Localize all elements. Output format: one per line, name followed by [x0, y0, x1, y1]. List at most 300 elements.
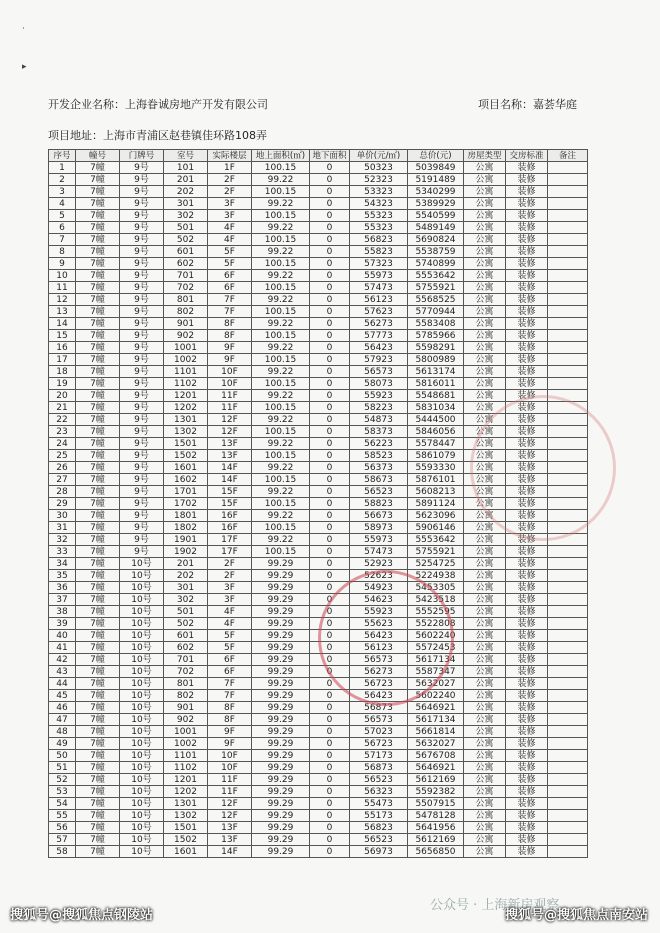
table-cell: 5608213	[408, 486, 464, 498]
table-cell: 100.15	[252, 354, 310, 366]
table-cell: 5831034	[408, 402, 464, 414]
table-cell: 9号	[120, 186, 164, 198]
table-cell	[548, 162, 588, 174]
table-cell: 0	[310, 594, 350, 606]
table-cell: 37	[49, 594, 76, 606]
table-cell: 56573	[350, 714, 408, 726]
table-cell: 5583408	[408, 318, 464, 330]
table-cell: 7幢	[76, 474, 120, 486]
table-cell: 装修	[506, 522, 548, 534]
table-cell: 202	[164, 570, 208, 582]
table-row	[49, 342, 588, 354]
table-cell: 5617134	[408, 654, 464, 666]
table-cell: 9号	[120, 210, 164, 222]
table-cell: 100.15	[252, 234, 310, 246]
table-cell: 56273	[350, 318, 408, 330]
table-cell: 58	[49, 846, 76, 858]
table-cell: 7幢	[76, 666, 120, 678]
table-cell: 1801	[164, 510, 208, 522]
table-cell: 5740899	[408, 258, 464, 270]
table-cell: 1601	[164, 462, 208, 474]
table-cell: 100.15	[252, 450, 310, 462]
table-cell: 301	[164, 198, 208, 210]
table-cell: 19	[49, 378, 76, 390]
table-cell: 1102	[164, 378, 208, 390]
table-cell: 99.22	[252, 174, 310, 186]
table-cell: 5623096	[408, 510, 464, 522]
table-cell: 5587347	[408, 666, 464, 678]
table-cell: 装修	[506, 810, 548, 822]
table-cell: 装修	[506, 678, 548, 690]
table-cell: 7幢	[76, 762, 120, 774]
table-cell: 0	[310, 378, 350, 390]
table-cell: 9号	[120, 222, 164, 234]
table-cell	[548, 798, 588, 810]
table-cell: 7幢	[76, 174, 120, 186]
table-cell: 装修	[506, 786, 548, 798]
table-cell: 1202	[164, 402, 208, 414]
table-cell: 9	[49, 258, 76, 270]
table-cell: 8F	[208, 714, 252, 726]
table-cell: 公寓	[464, 222, 506, 234]
table-cell: 100.15	[252, 186, 310, 198]
table-cell: 0	[310, 774, 350, 786]
table-cell: 7幢	[76, 582, 120, 594]
table-row	[49, 306, 588, 318]
table-cell: 0	[310, 234, 350, 246]
table-cell: 99.22	[252, 438, 310, 450]
table-cell: 公寓	[464, 402, 506, 414]
table-cell: 0	[310, 294, 350, 306]
table-cell: 7幢	[76, 822, 120, 834]
table-cell: 41	[49, 642, 76, 654]
table-cell: 0	[310, 426, 350, 438]
table-cell: 装修	[506, 186, 548, 198]
table-cell: 0	[310, 630, 350, 642]
table-cell: 公寓	[464, 306, 506, 318]
table-cell: 56523	[350, 486, 408, 498]
table-cell: 装修	[506, 342, 548, 354]
table-cell: 7幢	[76, 462, 120, 474]
table-row	[49, 702, 588, 714]
table-cell: 100.15	[252, 522, 310, 534]
table-cell: 50323	[350, 162, 408, 174]
table-cell: 7F	[208, 690, 252, 702]
table-cell: 0	[310, 258, 350, 270]
table-cell: 装修	[506, 162, 548, 174]
table-cell: 装修	[506, 294, 548, 306]
table-cell: 装修	[506, 750, 548, 762]
table-cell: 10F	[208, 762, 252, 774]
table-cell: 18	[49, 366, 76, 378]
table-cell: 7幢	[76, 306, 120, 318]
table-cell: 公寓	[464, 198, 506, 210]
table-cell	[548, 558, 588, 570]
table-cell: 36	[49, 582, 76, 594]
table-cell: 11F	[208, 774, 252, 786]
table-cell: 99.29	[252, 582, 310, 594]
table-cell: 10	[49, 270, 76, 282]
table-cell: 装修	[506, 366, 548, 378]
table-cell: 0	[310, 654, 350, 666]
table-cell: 公寓	[464, 738, 506, 750]
table-cell: 901	[164, 702, 208, 714]
table-cell: 1501	[164, 822, 208, 834]
table-cell: 602	[164, 642, 208, 654]
table-row	[49, 210, 588, 222]
table-row	[49, 606, 588, 618]
table-cell: 5632027	[408, 738, 464, 750]
table-cell: 公寓	[464, 654, 506, 666]
table-cell: 10号	[120, 714, 164, 726]
table-cell: 5592382	[408, 786, 464, 798]
table-cell: 9号	[120, 510, 164, 522]
table-cell: 9号	[120, 162, 164, 174]
table-cell: 54923	[350, 582, 408, 594]
table-cell: 52623	[350, 570, 408, 582]
table-cell: 9号	[120, 438, 164, 450]
table-cell: 装修	[506, 738, 548, 750]
table-cell: 801	[164, 678, 208, 690]
table-cell: 5656850	[408, 846, 464, 858]
table-cell: 1302	[164, 810, 208, 822]
table-cell: 28	[49, 486, 76, 498]
table-cell: 公寓	[464, 234, 506, 246]
table-cell: 0	[310, 618, 350, 630]
table-cell: 4F	[208, 618, 252, 630]
table-cell: 装修	[506, 570, 548, 582]
table-cell: 12F	[208, 426, 252, 438]
table-cell: 公寓	[464, 582, 506, 594]
table-cell	[548, 786, 588, 798]
table-cell: 20	[49, 390, 76, 402]
table-cell: 装修	[506, 714, 548, 726]
table-cell: 4F	[208, 606, 252, 618]
table-cell: 0	[310, 246, 350, 258]
table-cell: 5	[49, 210, 76, 222]
table-cell: 2F	[208, 558, 252, 570]
table-cell: 1301	[164, 798, 208, 810]
table-cell: 99.29	[252, 642, 310, 654]
table-cell: 99.29	[252, 714, 310, 726]
table-cell: 7幢	[76, 222, 120, 234]
table-cell: 56673	[350, 510, 408, 522]
table-cell: 23	[49, 426, 76, 438]
table-cell: 502	[164, 234, 208, 246]
column-header: 幢号	[76, 150, 120, 162]
table-cell: 702	[164, 282, 208, 294]
table-cell: 0	[310, 354, 350, 366]
table-cell: 55623	[350, 618, 408, 630]
table-cell	[548, 654, 588, 666]
table-cell: 9号	[120, 282, 164, 294]
table-cell: 10号	[120, 630, 164, 642]
table-cell: 12	[49, 294, 76, 306]
table-row	[49, 738, 588, 750]
table-cell: 装修	[506, 498, 548, 510]
table-cell	[548, 582, 588, 594]
table-cell: 99.29	[252, 738, 310, 750]
table-row	[49, 774, 588, 786]
column-header: 门牌号	[120, 150, 164, 162]
table-cell: 57473	[350, 546, 408, 558]
table-cell: 9号	[120, 366, 164, 378]
table-cell: 99.22	[252, 198, 310, 210]
table-cell: 10号	[120, 690, 164, 702]
table-row	[49, 822, 588, 834]
table-cell: 99.22	[252, 462, 310, 474]
table-cell: 5646921	[408, 702, 464, 714]
table-cell: 公寓	[464, 534, 506, 546]
table-cell: 5522808	[408, 618, 464, 630]
table-cell: 7幢	[76, 810, 120, 822]
table-cell: 9号	[120, 474, 164, 486]
table-row	[49, 222, 588, 234]
table-row	[49, 282, 588, 294]
table-cell: 7幢	[76, 618, 120, 630]
table-cell: 装修	[506, 594, 548, 606]
table-cell: 装修	[506, 690, 548, 702]
table-cell: 202	[164, 186, 208, 198]
table-cell: 公寓	[464, 450, 506, 462]
table-row	[49, 846, 588, 858]
table-cell: 公寓	[464, 810, 506, 822]
table-cell: 55473	[350, 798, 408, 810]
table-cell: 5039849	[408, 162, 464, 174]
table-cell: 9号	[120, 498, 164, 510]
table-cell: 100.15	[252, 498, 310, 510]
table-cell: 10号	[120, 786, 164, 798]
table-cell: 99.29	[252, 666, 310, 678]
table-cell: 5816011	[408, 378, 464, 390]
table-cell: 5389929	[408, 198, 464, 210]
table-cell: 56273	[350, 666, 408, 678]
table-cell: 12F	[208, 810, 252, 822]
table-cell	[548, 618, 588, 630]
table-cell: 9号	[120, 294, 164, 306]
table-cell: 14F	[208, 462, 252, 474]
table-cell: 99.29	[252, 750, 310, 762]
table-cell: 9号	[120, 450, 164, 462]
table-cell: 99.22	[252, 246, 310, 258]
table-cell: 58973	[350, 522, 408, 534]
table-cell: 0	[310, 666, 350, 678]
table-cell: 7幢	[76, 186, 120, 198]
table-cell: 9号	[120, 258, 164, 270]
table-cell: 公寓	[464, 522, 506, 534]
table-cell: 1901	[164, 534, 208, 546]
table-cell: 99.22	[252, 318, 310, 330]
table-cell: 9F	[208, 738, 252, 750]
table-row	[49, 582, 588, 594]
table-cell: 5507915	[408, 798, 464, 810]
table-cell: 5891124	[408, 498, 464, 510]
table-cell: 7幢	[76, 390, 120, 402]
table-cell: 1201	[164, 774, 208, 786]
table-cell: 11F	[208, 402, 252, 414]
table-cell: 0	[310, 330, 350, 342]
table-cell: 0	[310, 222, 350, 234]
table-cell: 装修	[506, 246, 548, 258]
table-cell: 56823	[350, 822, 408, 834]
table-row	[49, 270, 588, 282]
table-cell: 装修	[506, 822, 548, 834]
table-cell: 公寓	[464, 246, 506, 258]
table-cell: 10号	[120, 678, 164, 690]
table-cell: 0	[310, 726, 350, 738]
table-cell: 7幢	[76, 798, 120, 810]
table-cell: 10号	[120, 774, 164, 786]
table-cell: 802	[164, 690, 208, 702]
table-cell: 57023	[350, 726, 408, 738]
table-cell: 公寓	[464, 570, 506, 582]
table-cell: 7幢	[76, 738, 120, 750]
table-cell: 装修	[506, 798, 548, 810]
table-cell: 0	[310, 750, 350, 762]
table-cell: 10号	[120, 738, 164, 750]
table-cell: 装修	[506, 534, 548, 546]
column-header: 房屋类型	[464, 150, 506, 162]
table-cell: 5602240	[408, 630, 464, 642]
table-cell	[548, 186, 588, 198]
table-cell: 5661814	[408, 726, 464, 738]
table-cell: 0	[310, 582, 350, 594]
table-cell: 55923	[350, 606, 408, 618]
table-cell	[548, 702, 588, 714]
table-cell: 装修	[506, 450, 548, 462]
table-row	[49, 258, 588, 270]
table-cell: 装修	[506, 558, 548, 570]
table-cell: 装修	[506, 582, 548, 594]
table-cell: 公寓	[464, 510, 506, 522]
table-cell: 30	[49, 510, 76, 522]
table-cell: 55973	[350, 270, 408, 282]
table-cell	[548, 774, 588, 786]
table-cell: 0	[310, 810, 350, 822]
table-cell: 53323	[350, 186, 408, 198]
table-cell: 10号	[120, 726, 164, 738]
watermark-right: 搜狐号@搜狐焦点南安站	[504, 908, 648, 923]
table-cell: 58673	[350, 474, 408, 486]
table-cell: 公寓	[464, 426, 506, 438]
table-cell: 0	[310, 738, 350, 750]
table-cell: 7幢	[76, 354, 120, 366]
table-row	[49, 546, 588, 558]
table-cell	[548, 546, 588, 558]
table-cell: 0	[310, 546, 350, 558]
table-cell: 装修	[506, 606, 548, 618]
table-cell: 302	[164, 594, 208, 606]
table-cell: 57173	[350, 750, 408, 762]
table-cell: 42	[49, 654, 76, 666]
table-cell	[548, 690, 588, 702]
table-cell: 7幢	[76, 690, 120, 702]
table-cell: 22	[49, 414, 76, 426]
table-row	[49, 378, 588, 390]
table-cell: 10号	[120, 558, 164, 570]
table-cell: 99.29	[252, 762, 310, 774]
table-cell: 32	[49, 534, 76, 546]
table-cell: 0	[310, 714, 350, 726]
table-cell: 0	[310, 702, 350, 714]
table-cell: 55323	[350, 222, 408, 234]
table-cell: 56	[49, 822, 76, 834]
table-cell: 装修	[506, 846, 548, 858]
table-cell: 5538759	[408, 246, 464, 258]
table-cell: 99.22	[252, 366, 310, 378]
table-cell: 49	[49, 738, 76, 750]
table-cell: 56423	[350, 690, 408, 702]
table-cell: 3F	[208, 210, 252, 222]
table-cell: 装修	[506, 630, 548, 642]
table-cell: 装修	[506, 486, 548, 498]
table-cell: 701	[164, 654, 208, 666]
table-cell: 5846056	[408, 426, 464, 438]
table-cell: 7幢	[76, 426, 120, 438]
table-cell: 装修	[506, 330, 548, 342]
table-cell	[548, 570, 588, 582]
table-cell: 9号	[120, 234, 164, 246]
table-cell: 0	[310, 450, 350, 462]
table-cell: 1202	[164, 786, 208, 798]
table-row	[49, 534, 588, 546]
table-cell	[548, 282, 588, 294]
table-cell: 99.29	[252, 834, 310, 846]
table-cell: 9号	[120, 354, 164, 366]
table-cell: 10号	[120, 834, 164, 846]
table-row	[49, 558, 588, 570]
table-cell: 99.29	[252, 558, 310, 570]
scan-mark: ▸	[22, 62, 27, 72]
table-cell: 9F	[208, 354, 252, 366]
table-cell	[548, 750, 588, 762]
column-header: 单价(元/㎡)	[350, 150, 408, 162]
table-cell: 装修	[506, 306, 548, 318]
table-cell	[548, 246, 588, 258]
table-row	[49, 294, 588, 306]
table-cell	[548, 822, 588, 834]
table-cell: 0	[310, 282, 350, 294]
table-cell: 装修	[506, 258, 548, 270]
table-cell: 7幢	[76, 594, 120, 606]
table-cell: 10号	[120, 822, 164, 834]
table-cell: 公寓	[464, 726, 506, 738]
table-cell: 52323	[350, 174, 408, 186]
table-cell: 9号	[120, 402, 164, 414]
table-cell: 0	[310, 498, 350, 510]
table-cell: 10号	[120, 582, 164, 594]
table-cell: 0	[310, 186, 350, 198]
table-cell: 装修	[506, 282, 548, 294]
table-cell: 10F	[208, 378, 252, 390]
table-cell: 5553642	[408, 270, 464, 282]
table-cell: 502	[164, 618, 208, 630]
column-header: 序号	[49, 150, 76, 162]
table-cell: 902	[164, 330, 208, 342]
table-cell: 装修	[506, 774, 548, 786]
table-cell: 0	[310, 846, 350, 858]
table-cell: 99.29	[252, 594, 310, 606]
table-cell: 9号	[120, 318, 164, 330]
table-cell: 10号	[120, 810, 164, 822]
table-row	[49, 390, 588, 402]
table-cell: 15F	[208, 486, 252, 498]
table-cell: 99.22	[252, 534, 310, 546]
table-cell: 3	[49, 186, 76, 198]
table-cell: 9号	[120, 246, 164, 258]
table-cell: 4F	[208, 234, 252, 246]
table-cell: 55	[49, 810, 76, 822]
